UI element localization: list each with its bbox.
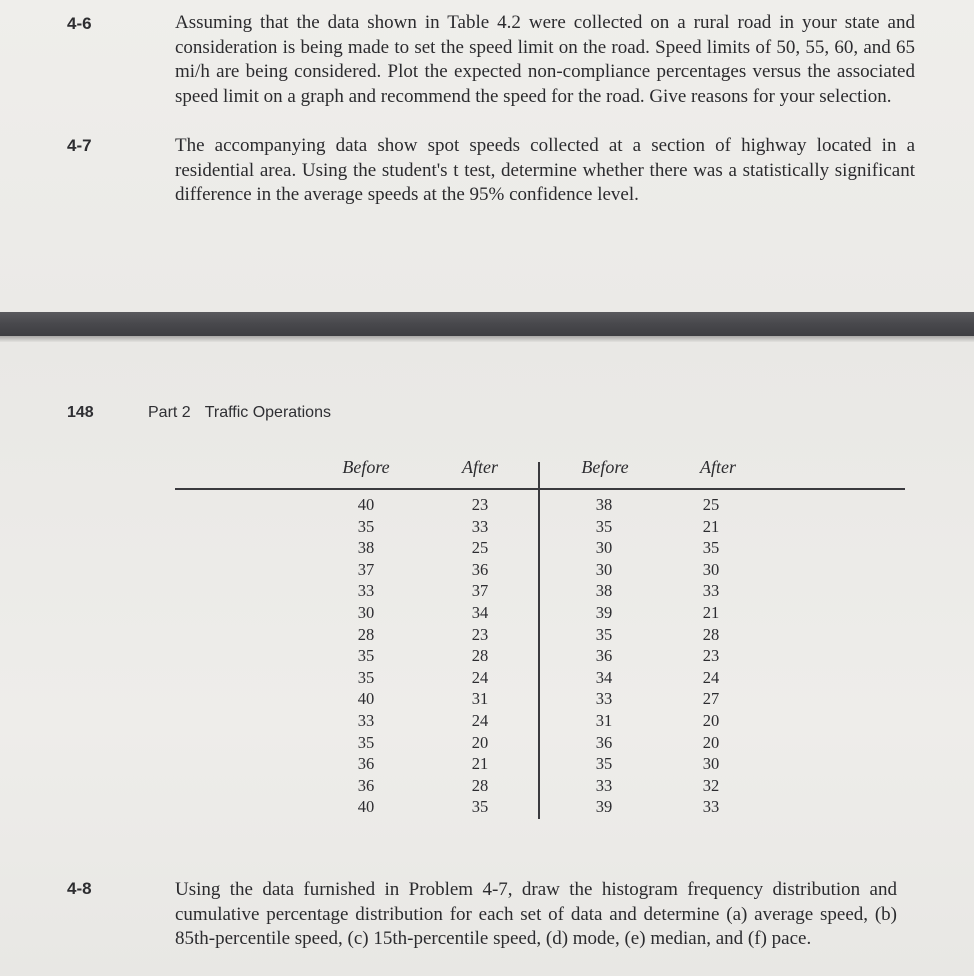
table-cell: 40 — [357, 797, 375, 817]
table-cell: 33 — [357, 581, 375, 601]
table-cell: 30 — [595, 559, 613, 579]
table-cell: 24 — [471, 667, 489, 687]
table-cell: 33 — [471, 516, 489, 536]
problem-4-6-paragraph: Assuming that the data shown in Table 4.2 were collected on a rural road in your state and consideration is being made to set the speed limit on the road. Speed limits of 50, 55, 60, and 65 mi/h are being considered. Plot the expected non-compliance percentages versus the associated speed limit on a graph and recommend the speed for the road. Give reasons for your selection. — [175, 12, 915, 107]
table-cell: 33 — [702, 797, 720, 817]
table-cell: 35 — [471, 797, 489, 817]
table-center-divider — [538, 462, 540, 819]
table-cell: 30 — [702, 754, 720, 774]
page-number: 148 — [67, 404, 94, 421]
table-cell: 34 — [595, 667, 613, 687]
problem-number-4-6: 4-6 — [67, 14, 92, 33]
table-cell: 30 — [702, 559, 720, 579]
table-cell: 27 — [702, 689, 720, 709]
table-cell: 28 — [702, 624, 720, 644]
table-cell: 23 — [702, 646, 720, 666]
table-cell: 35 — [357, 667, 375, 687]
running-head — [148, 404, 331, 422]
table-cell: 21 — [702, 602, 720, 622]
table-cell: 36 — [357, 754, 375, 774]
table-cell: 35 — [595, 624, 613, 644]
header-before-right: Before — [581, 457, 629, 477]
table-cell: 35 — [357, 516, 375, 536]
problem-4-7-paragraph: The accompanying data show spot speeds collected at a section of highway located in a residential area. Using the student's t test, determine whether there was a statistically significant difference in the average speeds at the 95% confidence level. — [175, 135, 915, 205]
table-cell: 33 — [702, 581, 720, 601]
table-cell: 33 — [595, 689, 613, 709]
table-cell: 35 — [357, 646, 375, 666]
problem-text-4-6 — [175, 11, 915, 109]
table-cell: 30 — [595, 538, 613, 558]
table-cell: 28 — [357, 624, 375, 644]
problem-text-4-7 — [175, 134, 915, 208]
table-cell: 35 — [595, 516, 613, 536]
part-label: Part 2 — [148, 404, 191, 421]
problem-text-4-8 — [175, 878, 897, 952]
table-cell: 20 — [702, 732, 720, 752]
table-cell: 36 — [595, 646, 613, 666]
header-after-left: After — [462, 457, 498, 477]
problem-number-4-7: 4-7 — [67, 136, 92, 155]
table-cell: 25 — [702, 495, 720, 514]
table-cell: 31 — [595, 710, 613, 730]
table-cell: 28 — [471, 775, 489, 795]
table-cell: 20 — [702, 710, 720, 730]
table-cell: 24 — [471, 710, 489, 730]
column-before-left — [336, 494, 396, 818]
table-header-rule — [175, 488, 905, 490]
table-cell: 21 — [702, 516, 720, 536]
table-cell: 38 — [357, 538, 375, 558]
column-after-right — [681, 494, 741, 818]
table-cell: 31 — [471, 689, 489, 709]
table-cell: 37 — [357, 559, 375, 579]
table-cell: 20 — [471, 732, 489, 752]
table-cell: 38 — [595, 495, 613, 514]
table-cell: 39 — [595, 602, 613, 622]
header-before-left: Before — [342, 457, 390, 477]
table-cell: 35 — [357, 732, 375, 752]
section-title: Traffic Operations — [204, 404, 331, 421]
book-spine-gutter — [0, 312, 974, 336]
table-cell: 34 — [471, 602, 489, 622]
table-cell: 40 — [357, 689, 375, 709]
table-cell: 33 — [595, 775, 613, 795]
table-cell: 33 — [357, 710, 375, 730]
header-after-right: After — [700, 457, 736, 477]
table-cell: 30 — [357, 602, 375, 622]
table-cell: 40 — [357, 495, 375, 514]
table-cell: 35 — [702, 538, 720, 558]
problem-4-8-paragraph: Using the data furnished in Problem 4-7, draw the histogram frequency distribution and cumulative percentage distribution for each set of data and determine (a) average speed, (b) 85th-percentile speed, (c) 15th-percentile speed, (d) mode, (e) median, and (f) pace. — [175, 879, 897, 949]
table-cell: 36 — [357, 775, 375, 795]
table-cell: 25 — [471, 538, 489, 558]
problem-number-4-8: 4-8 — [67, 879, 92, 898]
table-cell: 36 — [471, 559, 489, 579]
table-cell: 21 — [471, 754, 489, 774]
table-cell: 23 — [471, 624, 489, 644]
table-cell: 37 — [471, 581, 489, 601]
table-cell: 24 — [702, 667, 720, 687]
table-cell: 32 — [702, 775, 720, 795]
column-after-left — [450, 494, 510, 818]
column-before-right — [574, 494, 634, 818]
table-cell: 38 — [595, 581, 613, 601]
table-cell: 28 — [471, 646, 489, 666]
table-cell: 39 — [595, 797, 613, 817]
table-cell: 35 — [595, 754, 613, 774]
table-cell: 36 — [595, 732, 613, 752]
table-cell: 23 — [471, 495, 489, 514]
